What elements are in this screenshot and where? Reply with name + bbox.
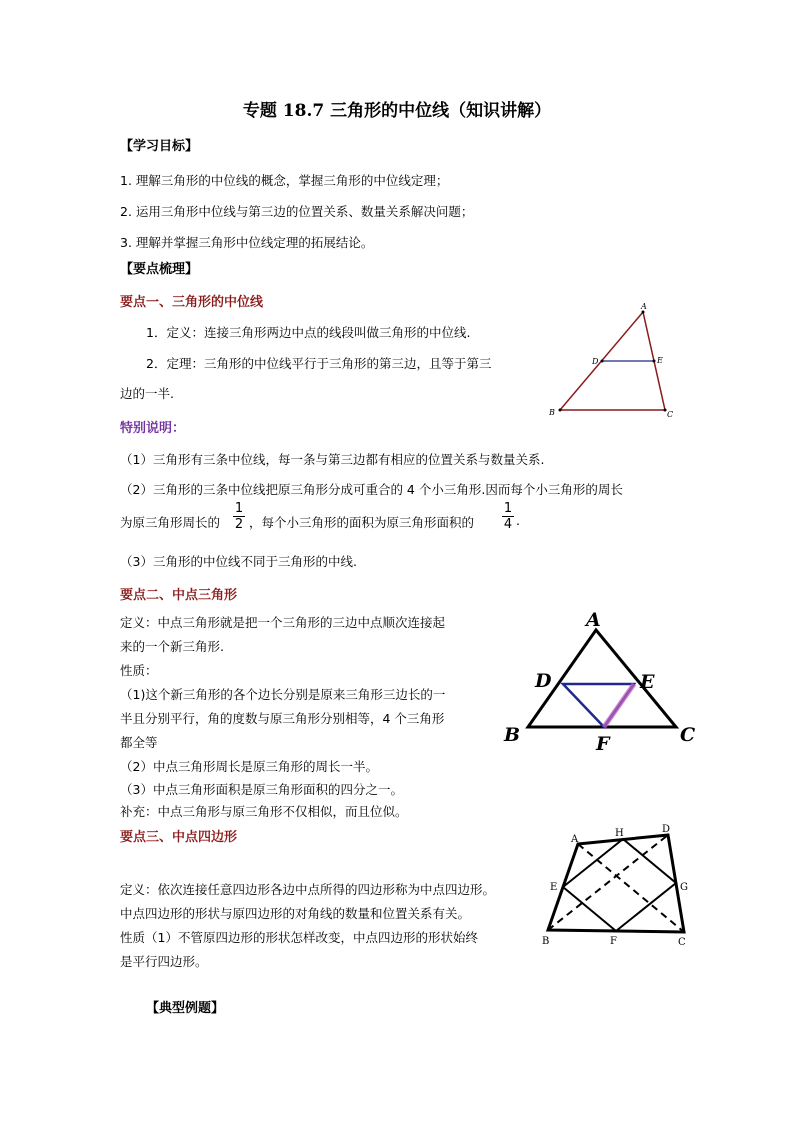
- fraction-one-half: [233, 502, 245, 531]
- label-c: C: [678, 937, 686, 948]
- label-c: C: [680, 724, 696, 746]
- point2-line-5: 半且分别平行，角的度数与原三角形分别相等，4 个三角形: [120, 711, 445, 726]
- point2-line-9: 补充：中点三角形与原三角形不仅相似，而且位似。: [120, 804, 408, 819]
- special-note-3: （3）三角形的中位线不同于三角形的中线.: [120, 554, 357, 569]
- point2-line-6: 都全等: [120, 735, 158, 750]
- point3-line-3: 性质（1）不管原四边形的形状怎样改变，中点四边形的形状始终: [120, 930, 478, 945]
- point1-theorem-line2: 边的一半.: [120, 386, 174, 401]
- goal-1: 1. 理解三角形的中位线的概念，掌握三角形的中位线定理；: [120, 173, 449, 188]
- label-d: D: [592, 357, 599, 366]
- triangle-midline-figure: [542, 300, 684, 422]
- point2-line-7: （2）中点三角形周长是原三角形的周长一半。: [120, 759, 378, 774]
- label-a: A: [641, 302, 647, 311]
- label-c: C: [667, 410, 674, 419]
- midpoint-quadrilateral-figure: [538, 820, 698, 952]
- point3-heading: 要点三、中点四边形: [120, 830, 238, 845]
- point3-line-1: 定义：依次连接任意四边形各边中点所得的四边形称为中点四边形。: [120, 882, 496, 897]
- point1-theorem-line1: 2．定理：三角形的中位线平行于三角形的第三边，且等于第三: [146, 356, 492, 371]
- point2-line-1: 定义：中点三角形就是把一个三角形的三边中点顺次连接起: [120, 615, 446, 630]
- point2-line-4: （1)这个新三角形的各个边长分别是原来三角形三边长的一: [120, 687, 446, 702]
- label-b: B: [542, 936, 550, 947]
- page-title: 专题 18.7 三角形的中位线（知识讲解）: [242, 101, 552, 121]
- point3-line-4: 是平行四边形。: [120, 954, 208, 969]
- point-d: [601, 360, 604, 363]
- label-a: A: [571, 834, 579, 845]
- point2-line-8: （3）中点三角形面积是原三角形面积的四分之一。: [120, 782, 403, 797]
- label-e: E: [657, 356, 663, 365]
- point-e: [653, 360, 656, 363]
- label-f: F: [610, 936, 617, 947]
- special-note-2-line1: （2）三角形的三条中位线把原三角形分成可重合的 4 个小三角形.因而每个小三角形的周长: [120, 482, 623, 497]
- goal-3: 3. 理解并掌握三角形中位线定理的拓展结论。: [120, 235, 374, 250]
- point2-heading: 要点二、中点三角形: [120, 588, 238, 603]
- label-b: B: [504, 724, 521, 746]
- label-e: E: [550, 882, 558, 893]
- fraction-one-quarter: [502, 502, 514, 531]
- point2-line-2: 来的一个新三角形.: [120, 639, 224, 654]
- special-note-2-line2a: 为原三角形周长的: [120, 515, 221, 530]
- section-learning-goals: 【学习目标】: [120, 139, 199, 154]
- section-typical-examples: 【典型例题】: [146, 1001, 225, 1016]
- point2-line-3: 性质：: [120, 663, 158, 678]
- label-a: A: [586, 609, 601, 631]
- midpoint-triangle-figure: [500, 606, 705, 750]
- fraction-one-half-num: 1: [234, 501, 244, 516]
- goal-2: 2. 运用三角形中位线与第三边的位置关系、数量关系解决问题；: [120, 204, 474, 219]
- label-f: F: [596, 733, 610, 750]
- section-key-points: 【要点梳理】: [120, 262, 199, 277]
- label-d: D: [662, 824, 671, 835]
- midpoint-triangle-def: [563, 684, 634, 727]
- fraction-one-quarter-num: 1: [503, 501, 513, 516]
- label-g: G: [680, 882, 688, 893]
- fraction-one-quarter-den: 4: [503, 517, 513, 532]
- label-e: E: [640, 671, 655, 693]
- point1-heading: 要点一、三角形的中位线: [120, 295, 264, 310]
- highlight-edge: [604, 684, 634, 727]
- label-d: D: [535, 670, 552, 692]
- special-note-2-line2b: ，每个小三角形的面积为原三角形面积的: [249, 515, 475, 530]
- special-note-2-line2c: .: [516, 513, 520, 528]
- label-b: B: [549, 408, 555, 417]
- special-note-heading: 特别说明：: [120, 421, 186, 436]
- label-h: H: [615, 828, 624, 839]
- midpoint-quad-efgh: [563, 839, 676, 931]
- point-b: [559, 409, 562, 412]
- point3-line-2: 中点四边形的形状与原四边形的对角线的数量和位置关系有关。: [120, 906, 471, 921]
- point1-definition: 1．定义：连接三角形两边中点的线段叫做三角形的中位线.: [146, 325, 471, 340]
- special-note-1: （1）三角形有三条中位线，每一条与第三边都有相应的位置关系与数量关系.: [120, 452, 545, 467]
- fraction-one-half-den: 2: [234, 517, 244, 532]
